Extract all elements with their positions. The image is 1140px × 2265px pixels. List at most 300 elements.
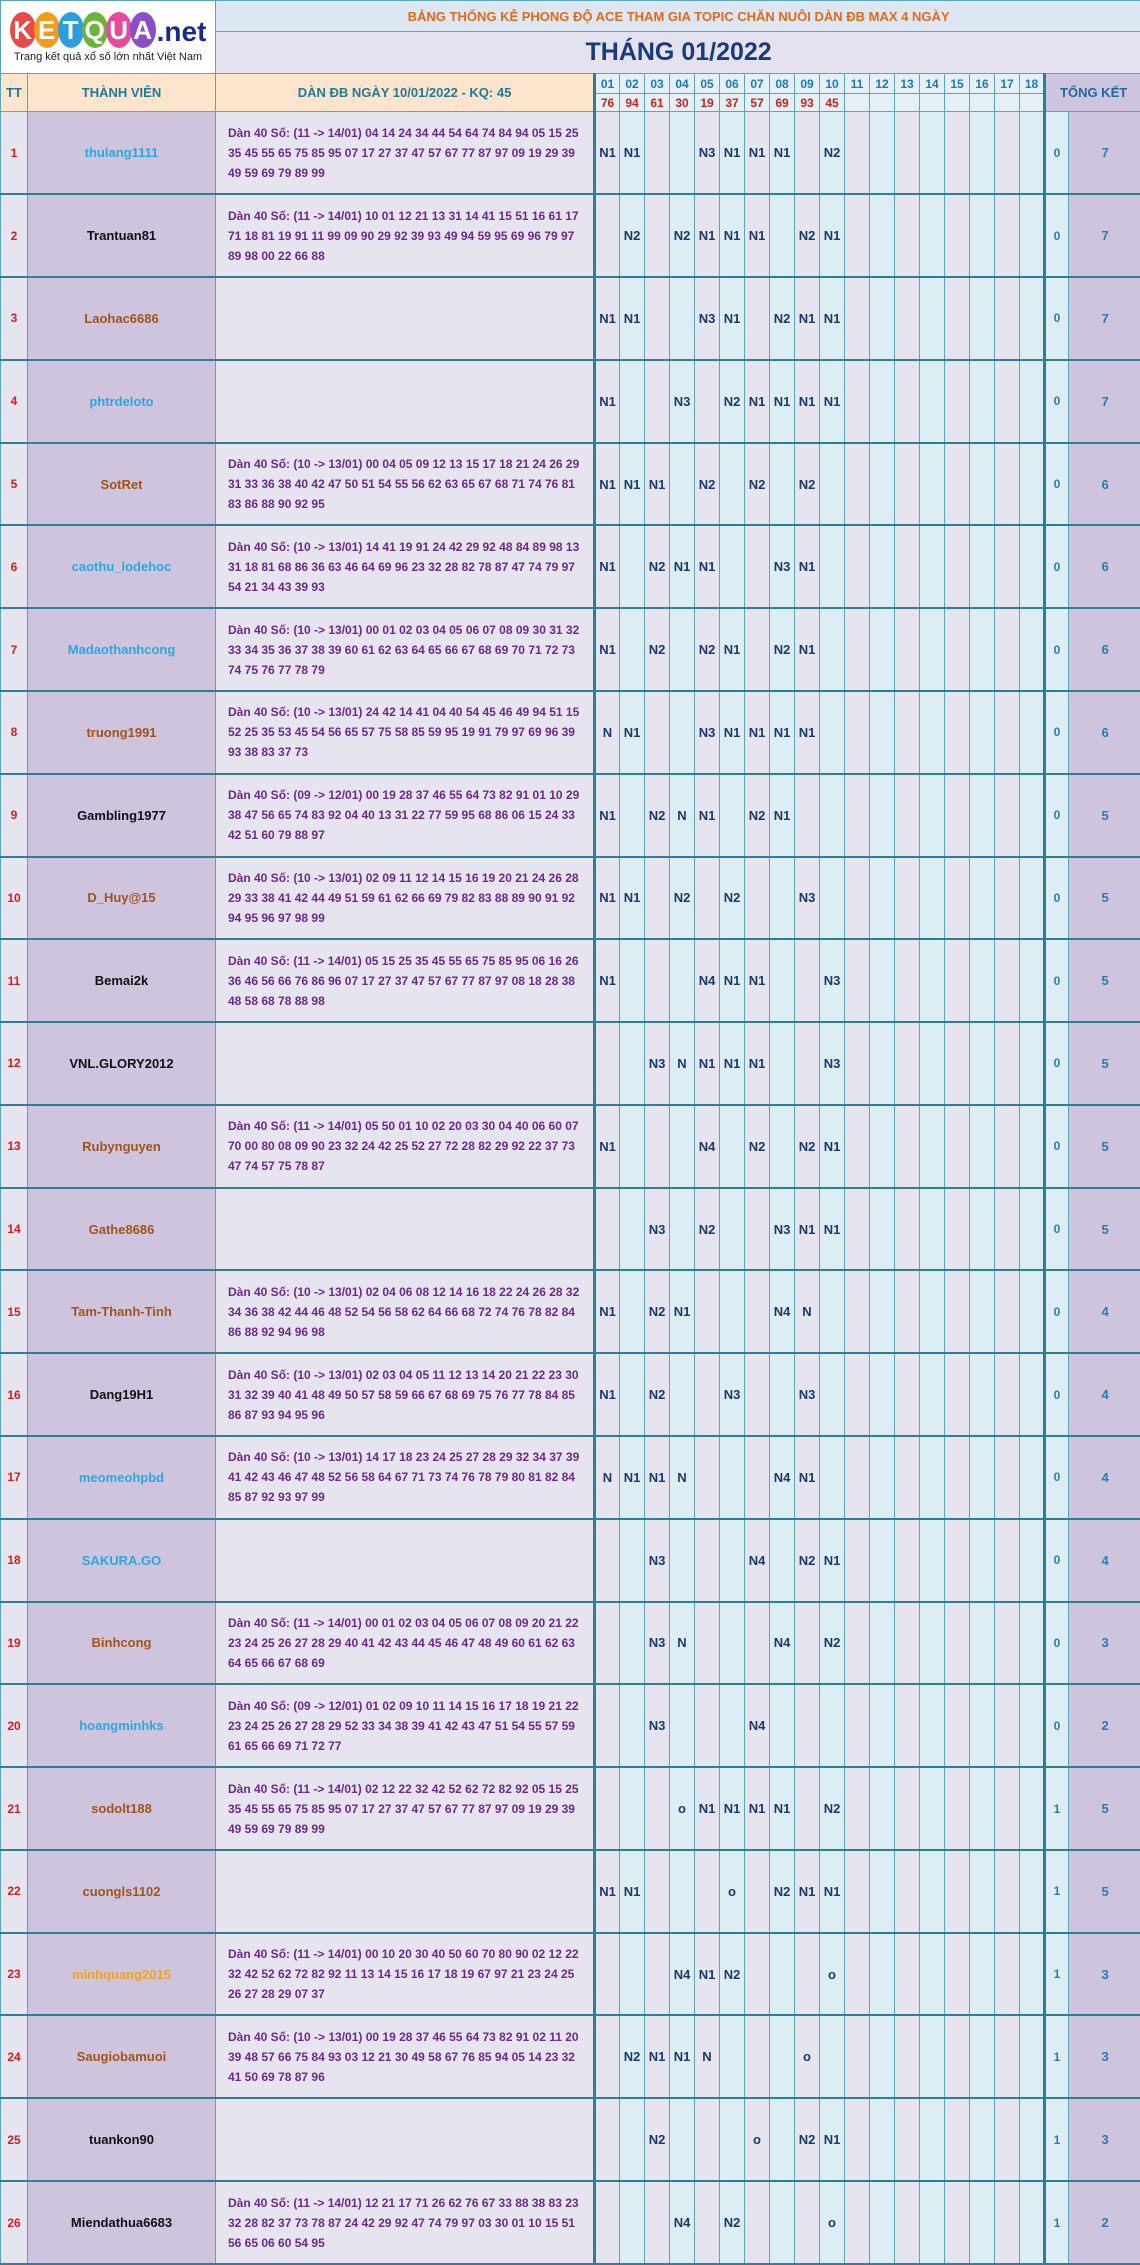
summary-total: 4 <box>1069 1270 1140 1353</box>
day-cell <box>920 1767 945 1850</box>
day-cell <box>945 2015 970 2098</box>
day-cell <box>1020 2015 1045 2098</box>
summary-miss: 0 <box>1045 1436 1069 1519</box>
day-cell <box>845 1684 870 1767</box>
day-cell <box>870 857 895 940</box>
day-cell <box>970 691 995 774</box>
day-cell: N1 <box>695 525 720 608</box>
logo-letter: U <box>106 12 132 48</box>
day-result: 93 <box>795 94 820 112</box>
day-cell: N1 <box>795 608 820 691</box>
day-cell <box>845 691 870 774</box>
day-cell: N1 <box>795 1850 820 1933</box>
table-row <box>1 1767 1140 1850</box>
dan-cell <box>216 1105 595 1188</box>
row-number: 20 <box>1 1684 28 1767</box>
member-name[interactable]: Rubynguyen <box>28 1105 216 1188</box>
day-header: 03 <box>645 74 670 94</box>
row-number: 18 <box>1 1519 28 1602</box>
day-cell <box>795 1022 820 1105</box>
member-name[interactable]: Binhcong <box>28 1602 216 1685</box>
dan-numbers: Dàn 40 Số: (09 -> 12/01) 01 02 09 10 11 14 15 16 17 18 19 21 22 23 24 25 26 27 28 29 52 33 34 38 39 41 42 43 47 51 54 55 57 59 61 65 66 69 71 72 77 <box>228 1698 579 1753</box>
day-cell <box>895 1436 920 1519</box>
day-cell <box>670 112 695 195</box>
dan-cell <box>216 1022 595 1105</box>
dan-numbers: Dàn 40 Số: (11 -> 14/01) 12 21 17 71 26 62 76 67 33 88 38 83 23 32 28 82 37 73 78 87 24 42 29 92 47 74 79 97 03 30 01 10 15 51 56 65 06 60 54 95 <box>228 2195 579 2250</box>
summary-total: 6 <box>1069 525 1140 608</box>
day-cell: N1 <box>595 774 620 857</box>
day-header: 10 <box>820 74 845 94</box>
row-number: 19 <box>1 1602 28 1685</box>
day-cell <box>620 1684 645 1767</box>
day-cell <box>1020 1436 1045 1519</box>
summary-total: 4 <box>1069 1353 1140 1436</box>
day-cell <box>720 1270 745 1353</box>
day-cell <box>845 1022 870 1105</box>
day-cell <box>945 277 970 360</box>
table-row <box>1 774 1140 857</box>
summary-total: 7 <box>1069 194 1140 277</box>
day-cell <box>895 1767 920 1850</box>
day-cell <box>995 1684 1020 1767</box>
day-cell <box>670 443 695 526</box>
day-cell: N2 <box>795 1519 820 1602</box>
day-cell <box>770 2098 795 2181</box>
day-cell: N2 <box>645 774 670 857</box>
dan-cell <box>216 774 595 857</box>
member-name[interactable]: cuongls1102 <box>28 1850 216 1933</box>
col-header-dan: DÀN ĐB NGÀY 10/01/2022 - KQ: 45 <box>216 74 595 112</box>
day-cell <box>970 774 995 857</box>
dan-numbers: Dàn 40 Số: (11 -> 14/01) 04 14 24 34 44 54 64 74 84 94 05 15 25 35 45 55 65 75 85 95 07 17 27 37 47 57 67 77 87 97 09 19 29 39 49 59 69 79 89 99 <box>228 125 579 180</box>
day-cell <box>670 1105 695 1188</box>
day-cell <box>845 1436 870 1519</box>
row-number: 13 <box>1 1105 28 1188</box>
dan-numbers: Dàn 40 Số: (11 -> 14/01) 00 10 20 30 40 50 60 70 80 90 02 12 22 32 42 52 62 72 82 92 11 13 14 15 16 17 18 19 67 97 21 23 24 25 26 27 28 29 07 37 <box>228 1947 579 2002</box>
day-cell <box>970 1270 995 1353</box>
member-name[interactable]: thulang1111 <box>28 112 216 195</box>
day-cell <box>945 2181 970 2264</box>
summary-total: 3 <box>1069 1602 1140 1685</box>
row-number: 26 <box>1 2181 28 2264</box>
row-number: 23 <box>1 1933 28 2016</box>
member-name[interactable]: hoangminhks <box>28 1684 216 1767</box>
day-result: 94 <box>620 94 645 112</box>
summary-total: 6 <box>1069 443 1140 526</box>
day-cell <box>870 2098 895 2181</box>
day-cell: N1 <box>595 277 620 360</box>
day-cell <box>670 2098 695 2181</box>
day-cell <box>945 360 970 443</box>
summary-miss: 1 <box>1045 2015 1069 2098</box>
day-cell <box>970 1602 995 1685</box>
dan-numbers: Dàn 40 Số: (10 -> 13/01) 00 19 28 37 46 55 64 73 82 91 02 11 20 39 48 57 66 75 84 93 03 12 21 30 49 58 67 76 85 94 05 14 23 32 41 50 69 78 87 96 <box>228 2029 579 2084</box>
day-cell: N2 <box>770 277 795 360</box>
day-cell <box>970 1353 995 1436</box>
day-cell <box>945 194 970 277</box>
table-row <box>1 1353 1140 1436</box>
day-cell <box>895 2015 920 2098</box>
day-cell <box>745 1933 770 2016</box>
day-cell <box>970 112 995 195</box>
dan-cell <box>216 194 595 277</box>
day-cell: N3 <box>770 1188 795 1271</box>
dan-cell <box>216 2098 595 2181</box>
day-cell <box>945 857 970 940</box>
day-cell: N3 <box>670 360 695 443</box>
dan-cell <box>216 1270 595 1353</box>
day-cell <box>920 1022 945 1105</box>
member-name[interactable]: sodolt188 <box>28 1767 216 1850</box>
day-cell <box>895 1353 920 1436</box>
day-cell: N1 <box>720 1767 745 1850</box>
day-cell: N1 <box>695 774 720 857</box>
day-cell <box>845 857 870 940</box>
day-cell <box>620 1353 645 1436</box>
day-cell <box>695 2181 720 2264</box>
day-cell <box>1020 443 1045 526</box>
day-cell: N2 <box>720 857 745 940</box>
day-cell <box>670 1850 695 1933</box>
day-cell <box>745 2181 770 2264</box>
dan-cell <box>216 1602 595 1685</box>
day-cell <box>845 1519 870 1602</box>
day-cell: N1 <box>595 857 620 940</box>
day-cell: N2 <box>745 443 770 526</box>
dan-cell <box>216 112 595 195</box>
dan-numbers: Dàn 40 Số: (10 -> 13/01) 00 01 02 03 04 05 06 07 08 09 30 31 32 33 34 35 36 37 38 39 60 61 62 63 64 65 66 67 68 69 70 71 72 73 74 75 76 77 78 79 <box>228 622 580 677</box>
day-cell <box>845 1933 870 2016</box>
day-header: 08 <box>770 74 795 94</box>
summary-miss: 0 <box>1045 360 1069 443</box>
dan-cell <box>216 857 595 940</box>
day-cell <box>770 1933 795 2016</box>
day-cell <box>720 774 745 857</box>
day-cell <box>945 1105 970 1188</box>
page-title: BẢNG THỐNG KÊ PHONG ĐỘ ACE THAM GIA TOPIC CHĂN NUÔI DÀN ĐB MAX 4 NGÀY <box>216 1 1140 32</box>
row-number: 3 <box>1 277 28 360</box>
summary-miss: 0 <box>1045 1353 1069 1436</box>
day-cell <box>795 939 820 1022</box>
logo-letter: T <box>58 12 84 48</box>
day-cell <box>920 1436 945 1519</box>
day-cell <box>745 2015 770 2098</box>
dan-numbers: Dàn 40 Số: (11 -> 14/01) 05 50 01 10 02 20 03 30 04 40 06 60 07 70 00 80 08 09 90 23 32 24 42 25 52 27 72 28 82 29 92 22 37 73 47 74 57 75 78 87 <box>228 1119 579 1174</box>
day-cell <box>1020 1684 1045 1767</box>
dan-cell <box>216 1353 595 1436</box>
day-cell <box>595 1767 620 1850</box>
day-cell <box>595 1933 620 2016</box>
day-cell <box>945 1684 970 1767</box>
dan-cell <box>216 691 595 774</box>
day-cell <box>945 1353 970 1436</box>
day-cell <box>820 2015 845 2098</box>
day-cell <box>920 2181 945 2264</box>
day-cell <box>645 857 670 940</box>
summary-total: 2 <box>1069 2181 1140 2264</box>
day-cell <box>945 608 970 691</box>
day-result <box>870 94 895 112</box>
day-cell <box>870 1270 895 1353</box>
table-row <box>1 1188 1140 1271</box>
day-cell <box>870 1519 895 1602</box>
day-result <box>970 94 995 112</box>
day-cell: N2 <box>820 1602 845 1685</box>
day-cell <box>695 2098 720 2181</box>
day-cell <box>970 608 995 691</box>
day-cell <box>720 2098 745 2181</box>
day-cell <box>845 608 870 691</box>
member-name[interactable]: VNL.GLORY2012 <box>28 1022 216 1105</box>
day-cell <box>595 1022 620 1105</box>
day-cell: N1 <box>620 1436 645 1519</box>
day-cell: N3 <box>795 857 820 940</box>
day-cell <box>645 2181 670 2264</box>
day-cell <box>895 1105 920 1188</box>
dan-cell <box>216 1850 595 1933</box>
day-cell: N1 <box>820 1519 845 1602</box>
day-cell <box>995 1767 1020 1850</box>
day-cell: N2 <box>795 2098 820 2181</box>
member-name[interactable]: Gathe8686 <box>28 1188 216 1271</box>
day-cell <box>870 1436 895 1519</box>
day-cell: N <box>670 1022 695 1105</box>
day-cell: N <box>670 1602 695 1685</box>
member-name[interactable]: Saugiobamuoi <box>28 2015 216 2098</box>
day-cell <box>745 525 770 608</box>
day-cell <box>870 1767 895 1850</box>
day-cell <box>620 939 645 1022</box>
day-cell <box>945 1519 970 1602</box>
dan-cell <box>216 1436 595 1519</box>
day-cell <box>645 1850 670 1933</box>
day-cell <box>970 1022 995 1105</box>
day-cell <box>870 2181 895 2264</box>
row-number: 25 <box>1 2098 28 2181</box>
day-cell <box>1020 194 1045 277</box>
day-cell <box>645 939 670 1022</box>
day-cell <box>995 691 1020 774</box>
day-cell <box>770 939 795 1022</box>
member-name[interactable]: meomeohpbd <box>28 1436 216 1519</box>
day-cell <box>970 277 995 360</box>
day-result: 37 <box>720 94 745 112</box>
logo-letter: K <box>10 12 36 48</box>
summary-miss: 0 <box>1045 1684 1069 1767</box>
day-cell <box>870 608 895 691</box>
day-cell <box>770 443 795 526</box>
member-name[interactable]: D_Huy@15 <box>28 857 216 940</box>
day-cell: N2 <box>620 194 645 277</box>
day-cell <box>820 443 845 526</box>
day-cell: N1 <box>595 939 620 1022</box>
member-name[interactable]: Miendathua6683 <box>28 2181 216 2264</box>
day-cell <box>645 194 670 277</box>
day-cell <box>720 1436 745 1519</box>
day-header: 04 <box>670 74 695 94</box>
day-cell: N3 <box>820 1022 845 1105</box>
day-cell <box>670 939 695 1022</box>
day-cell: N2 <box>720 360 745 443</box>
day-result <box>995 94 1020 112</box>
day-cell <box>895 1602 920 1685</box>
day-cell <box>920 525 945 608</box>
day-cell <box>845 1188 870 1271</box>
day-cell <box>695 1602 720 1685</box>
day-cell <box>920 277 945 360</box>
day-cell <box>895 1850 920 1933</box>
member-name[interactable]: Laohac6686 <box>28 277 216 360</box>
member-name[interactable]: Trantuan81 <box>28 194 216 277</box>
day-cell: N2 <box>645 608 670 691</box>
day-cell <box>745 1353 770 1436</box>
day-cell: N2 <box>720 1933 745 2016</box>
day-cell: N2 <box>795 194 820 277</box>
dan-cell <box>216 939 595 1022</box>
day-cell <box>895 277 920 360</box>
day-cell <box>945 691 970 774</box>
dan-numbers: Dàn 40 Số: (10 -> 13/01) 00 04 05 09 12 13 15 17 18 21 24 26 29 31 33 36 38 40 42 47 50 51 54 55 56 62 63 65 67 68 71 74 76 81 83 86 88 90 92 95 <box>228 457 580 512</box>
day-cell <box>795 1602 820 1685</box>
day-cell: N3 <box>645 1684 670 1767</box>
summary-total: 5 <box>1069 774 1140 857</box>
day-cell <box>820 691 845 774</box>
member-name[interactable]: truong1991 <box>28 691 216 774</box>
member-name[interactable]: phtrdeloto <box>28 360 216 443</box>
day-cell <box>870 1188 895 1271</box>
table-row <box>1 939 1140 1022</box>
day-cell <box>1020 691 1045 774</box>
summary-miss: 0 <box>1045 1105 1069 1188</box>
day-cell <box>870 1105 895 1188</box>
day-cell: N4 <box>745 1519 770 1602</box>
day-cell <box>1020 1519 1045 1602</box>
dan-cell <box>216 1684 595 1767</box>
dan-cell <box>216 608 595 691</box>
row-number: 21 <box>1 1767 28 1850</box>
day-cell <box>845 277 870 360</box>
day-cell: N1 <box>720 1022 745 1105</box>
day-cell <box>645 360 670 443</box>
row-number: 24 <box>1 2015 28 2098</box>
logo-wordmark <box>10 12 207 48</box>
day-cell: o <box>820 2181 845 2264</box>
member-name[interactable]: Dang19H1 <box>28 1353 216 1436</box>
day-cell: N2 <box>770 1850 795 1933</box>
day-cell <box>945 1850 970 1933</box>
logo-letter: A <box>130 12 156 48</box>
day-cell <box>995 1850 1020 1933</box>
member-name[interactable]: SAKURA.GO <box>28 1519 216 1602</box>
day-cell: N2 <box>645 2098 670 2181</box>
row-number: 8 <box>1 691 28 774</box>
day-cell <box>670 1519 695 1602</box>
day-result <box>1020 94 1045 112</box>
day-cell <box>895 194 920 277</box>
day-cell <box>945 443 970 526</box>
day-cell <box>845 1767 870 1850</box>
day-cell: N2 <box>695 608 720 691</box>
dan-cell <box>216 525 595 608</box>
day-cell <box>695 1353 720 1436</box>
col-header-summary: TỔNG KẾT <box>1045 74 1140 112</box>
summary-total: 5 <box>1069 1850 1140 1933</box>
summary-miss: 0 <box>1045 1602 1069 1685</box>
day-cell <box>620 1188 645 1271</box>
day-cell: N <box>670 774 695 857</box>
day-cell: N1 <box>595 1850 620 1933</box>
table-row <box>1 1022 1140 1105</box>
day-cell <box>620 2181 645 2264</box>
day-header: 11 <box>845 74 870 94</box>
day-cell <box>895 1188 920 1271</box>
day-cell <box>920 194 945 277</box>
member-name[interactable]: Gambling1977 <box>28 774 216 857</box>
member-name[interactable]: SotRet <box>28 443 216 526</box>
day-cell <box>845 774 870 857</box>
day-cell <box>970 1767 995 1850</box>
day-cell <box>920 112 945 195</box>
member-name[interactable]: caothu_lodehoc <box>28 525 216 608</box>
summary-miss: 1 <box>1045 1933 1069 2016</box>
day-cell <box>870 1602 895 1685</box>
day-cell: N1 <box>795 1436 820 1519</box>
member-name[interactable]: Bemai2k <box>28 939 216 1022</box>
row-number: 15 <box>1 1270 28 1353</box>
day-cell <box>870 939 895 1022</box>
ketqua-logo[interactable] <box>1 1 216 74</box>
day-cell <box>695 1684 720 1767</box>
day-cell <box>595 2098 620 2181</box>
day-cell <box>770 1684 795 1767</box>
day-cell: N1 <box>645 1436 670 1519</box>
col-header-member: THÀNH VIÊN <box>28 74 216 112</box>
day-cell <box>620 1519 645 1602</box>
day-cell <box>870 1684 895 1767</box>
day-cell <box>595 2181 620 2264</box>
summary-total: 5 <box>1069 857 1140 940</box>
day-cell <box>770 1105 795 1188</box>
day-cell: N3 <box>695 691 720 774</box>
day-cell <box>845 112 870 195</box>
day-cell <box>845 194 870 277</box>
day-result: 30 <box>670 94 695 112</box>
day-cell <box>970 2181 995 2264</box>
member-name[interactable]: tuankon90 <box>28 2098 216 2181</box>
day-cell: N1 <box>670 2015 695 2098</box>
day-cell: o <box>720 1850 745 1933</box>
day-cell <box>845 2015 870 2098</box>
member-name[interactable]: Tam-Thanh-Tinh <box>28 1270 216 1353</box>
dan-numbers: Dàn 40 Số: (10 -> 13/01) 14 41 19 91 24 42 29 92 48 84 89 98 13 31 18 81 68 86 36 63 46 64 69 96 23 32 28 82 78 87 47 74 79 97 54 21 34 43 39 93 <box>228 539 580 594</box>
summary-miss: 1 <box>1045 2181 1069 2264</box>
day-cell: N1 <box>645 2015 670 2098</box>
day-cell <box>595 194 620 277</box>
day-cell <box>845 525 870 608</box>
day-cell: N3 <box>645 1519 670 1602</box>
table-row <box>1 194 1140 277</box>
summary-total: 3 <box>1069 1933 1140 2016</box>
member-name[interactable]: Madaothanhcong <box>28 608 216 691</box>
day-cell <box>645 1933 670 2016</box>
day-cell <box>870 691 895 774</box>
table-row <box>1 1933 1140 2016</box>
day-cell: N2 <box>645 1353 670 1436</box>
member-name[interactable]: minhquang2015 <box>28 1933 216 2016</box>
day-cell: N1 <box>695 1022 720 1105</box>
day-cell <box>895 360 920 443</box>
day-cell <box>1020 1270 1045 1353</box>
